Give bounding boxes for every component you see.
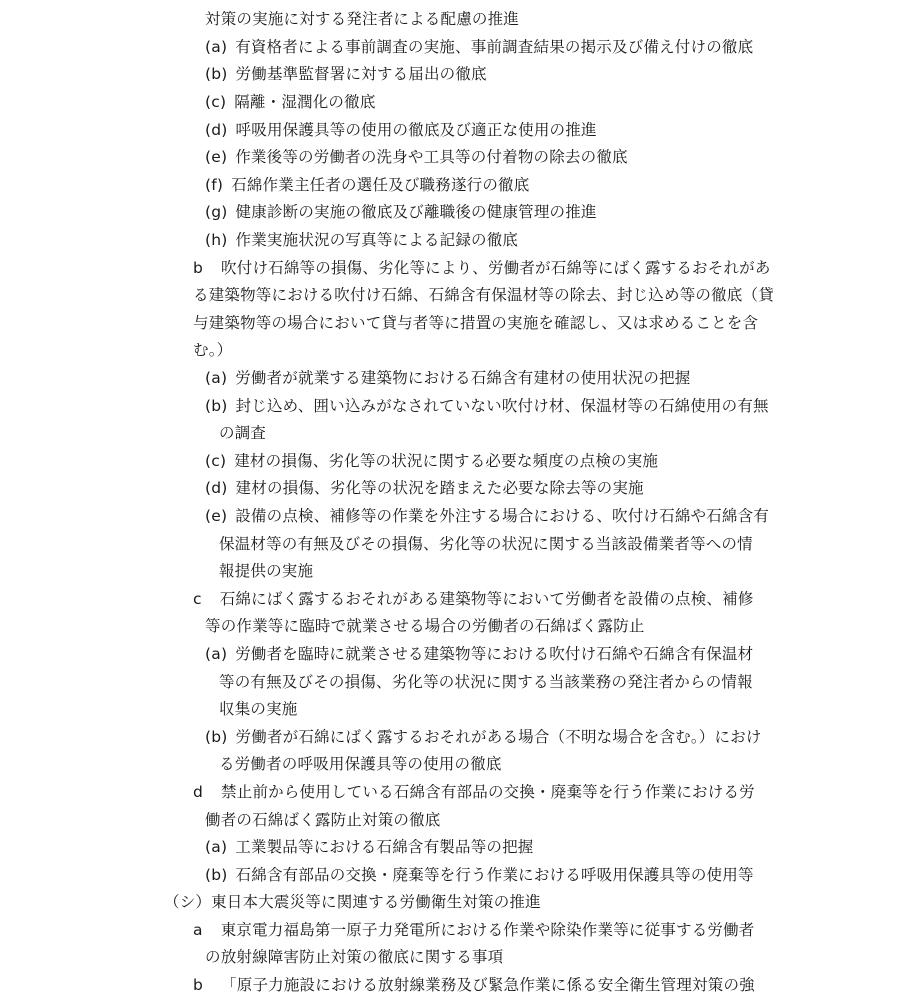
text-line: 報提供の実施 xyxy=(219,562,314,580)
list-item: (e) 設備の点検、補修等の作業を外注する場合における、吹付け石綿や石綿含有 xyxy=(205,507,770,525)
list-marker: (b) xyxy=(205,866,228,884)
list-marker: d xyxy=(193,783,204,801)
list-marker: (a) xyxy=(205,838,228,856)
list-item: (e) 作業後等の労働者の洗身や工具等の付着物の除去の徹底 xyxy=(205,148,628,166)
text-line: の放射線障害防止対策の徹底に関する事項 xyxy=(205,948,504,966)
list-marker: (a) xyxy=(205,369,228,387)
list-item: d 禁止前から使用している石綿含有部品の交換・廃棄等を行う作業における労 xyxy=(193,783,755,801)
list-marker: (d) xyxy=(205,479,228,497)
list-item: (f) 石綿作業主任者の選任及び職務遂行の徹底 xyxy=(205,176,530,194)
list-marker: (f) xyxy=(205,176,224,194)
list-item: (h) 作業実施状況の写真等による記録の徹底 xyxy=(205,231,519,249)
section-heading: （シ）東日本大震災等に関連する労働衛生対策の推進 xyxy=(164,893,541,911)
text-line: の調査 xyxy=(219,424,267,442)
list-marker: (c) xyxy=(205,452,227,470)
list-marker: (a) xyxy=(205,38,228,56)
text-line: 収集の実施 xyxy=(219,700,298,718)
text-line: む。） xyxy=(193,341,233,359)
text-line: る労働者の呼吸用保護具等の使用の徹底 xyxy=(219,755,502,773)
list-item: (g) 健康診断の実施の徹底及び離職後の健康管理の推進 xyxy=(205,203,597,221)
text-line: 等の有無及びその損傷、劣化等の状況に関する当該業務の発注者からの情報 xyxy=(219,673,753,691)
list-item: b 吹付け石綿等の損傷、劣化等により、労働者が石綿等にばく露するおそれがあ xyxy=(193,259,771,277)
list-item: (b) 労働者が石綿にばく露するおそれがある場合（不明な場合を含む。）におけ xyxy=(205,728,762,746)
list-item: a 東京電力福島第一原子力発電所における作業や除染作業等に従事する労働者 xyxy=(193,921,755,939)
list-item: (b) 労働基準監督署に対する届出の徹底 xyxy=(205,65,487,83)
text-line: る建築物等における吹付け石綿、石綿含有保温材等の除去、封じ込め等の徹底（貸 xyxy=(193,286,774,304)
section-marker: （シ） xyxy=(164,893,212,911)
list-item: (a) 有資格者による事前調査の実施、事前調査結果の掲示及び備え付けの徹底 xyxy=(205,38,754,56)
list-item: (c) 建材の損傷、劣化等の状況に関する必要な頻度の点検の実施 xyxy=(205,452,659,470)
text-line: 働者の石綿ばく露防止対策の徹底 xyxy=(205,811,441,829)
list-item: (d) 建材の損傷、劣化等の状況を踏まえた必要な除去等の実施 xyxy=(205,479,644,497)
list-item: b 「原子力施設における放射線業務及び緊急作業に係る安全衛生管理対策の強 xyxy=(193,976,755,994)
list-marker: (e) xyxy=(205,507,228,525)
list-marker: (b) xyxy=(205,65,228,83)
list-marker: (b) xyxy=(205,397,228,415)
list-marker: a xyxy=(193,921,203,939)
list-marker: (c) xyxy=(205,93,227,111)
list-marker: c xyxy=(193,590,202,608)
list-item: (a) 労働者を臨時に就業させる建築物等における吹付け石綿や石綿含有保温材 xyxy=(205,645,754,663)
list-item: (b) 封じ込め、囲い込みがなされていない吹付け材、保温材等の石綿使用の有無 xyxy=(205,397,769,415)
text-line: 与建築物等の場合において貸与者等に措置の実施を確認し、又は求めることを含 xyxy=(193,314,759,332)
list-marker: b xyxy=(193,259,204,277)
text-line: 等の作業等に臨時で就業させる場合の労働者の石綿ばく露防止 xyxy=(205,617,645,635)
list-item: (a) 労働者が就業する建築物における石綿含有建材の使用状況の把握 xyxy=(205,369,691,387)
text-line: 保温材等の有無及びその損傷、劣化等の状況に関する当該設備業者等への情 xyxy=(219,535,753,553)
list-marker: b xyxy=(193,976,204,994)
list-marker: (h) xyxy=(205,231,228,249)
list-marker: (b) xyxy=(205,728,228,746)
list-item: (b) 石綿含有部品の交換・廃棄等を行う作業における呼吸用保護具等の使用等 xyxy=(205,866,754,884)
list-item: c 石綿にばく露するおそれがある建築物等において労働者を設備の点検、補修 xyxy=(193,590,754,608)
list-item: (a) 工業製品等における石綿含有製品等の把握 xyxy=(205,838,534,856)
text-line: 対策の実施に対する発注者による配慮の推進 xyxy=(205,10,520,28)
list-marker: (g) xyxy=(205,203,228,221)
list-marker: (d) xyxy=(205,121,228,139)
list-marker: (e) xyxy=(205,148,228,166)
list-item: (d) 呼吸用保護具等の使用の徹底及び適正な使用の推進 xyxy=(205,121,597,139)
list-marker: (a) xyxy=(205,645,228,663)
list-item: (c) 隔離・湿潤化の徹底 xyxy=(205,93,376,111)
